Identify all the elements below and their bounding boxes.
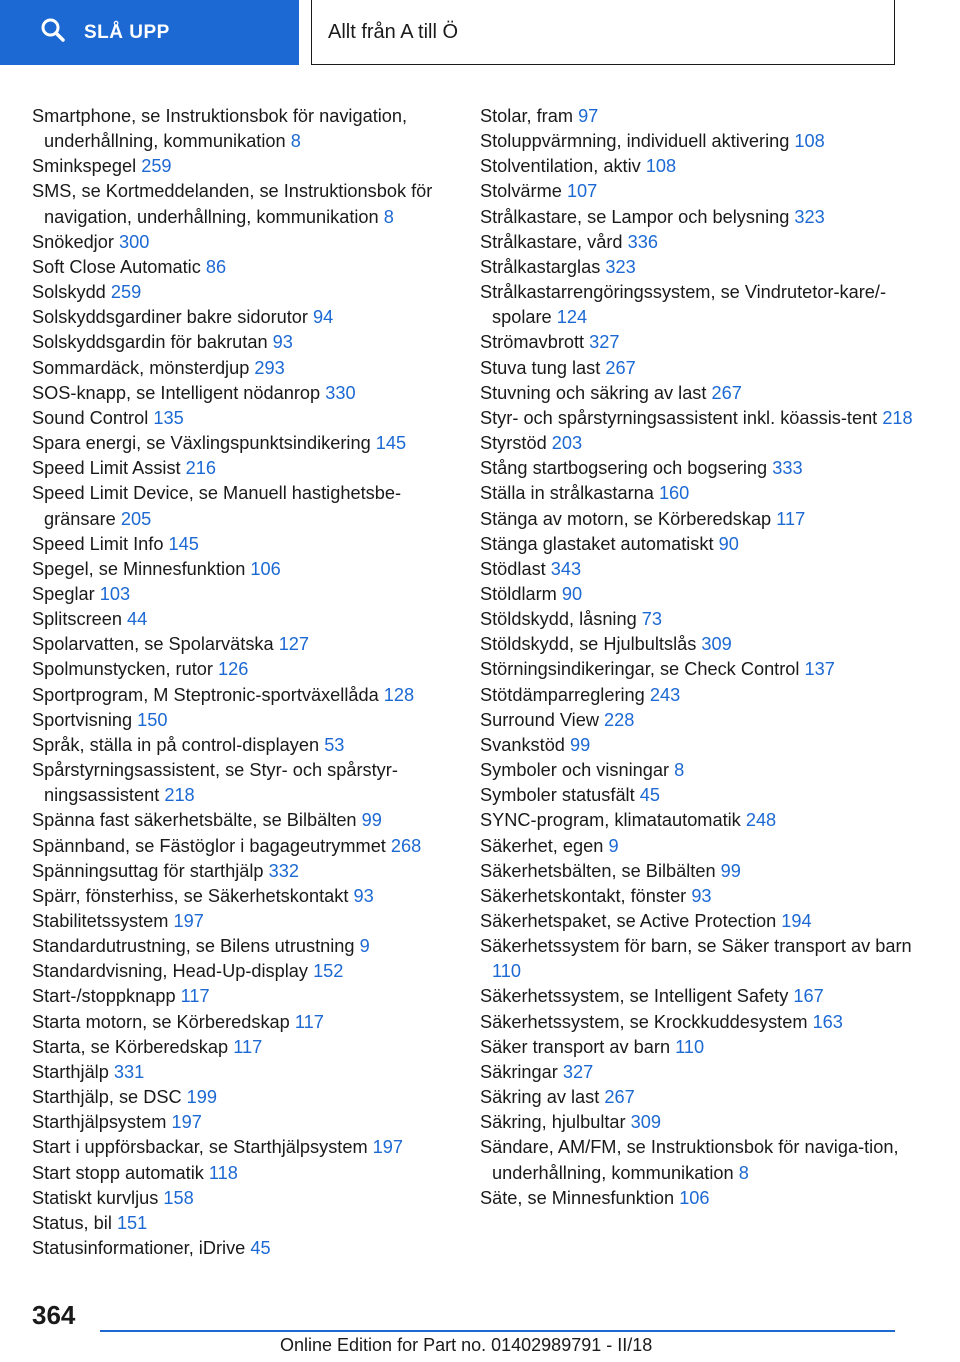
page-link[interactable]: 152: [313, 961, 344, 982]
page-link[interactable]: 93: [353, 885, 374, 906]
page-link[interactable]: 150: [137, 709, 168, 730]
index-entry: [480, 758, 920, 783]
page-link[interactable]: 330: [325, 382, 356, 403]
index-entry-text: Starthjälp: [32, 1061, 109, 1082]
index-entry: [480, 657, 920, 682]
page-link[interactable]: 108: [794, 131, 825, 152]
index-entry-text: Spolarvatten, se Spolarvätska: [32, 634, 274, 655]
index-entry: [32, 909, 457, 934]
page-link[interactable]: 268: [390, 835, 422, 856]
page-link[interactable]: 267: [604, 1087, 635, 1108]
page-link[interactable]: 45: [250, 1238, 271, 1259]
index-entry-text: Stuvning och säkring av last: [480, 382, 707, 403]
page-link[interactable]: 331: [113, 1061, 145, 1082]
index-entry-text: Spegel, se Minnesfunktion: [32, 558, 246, 579]
index-entry-text: Säkerhetssystem, se Intelligent Safety: [480, 986, 789, 1007]
index-entry-text: Stänga av motorn, se Körberedskap: [480, 508, 772, 529]
page-link[interactable]: 107: [566, 181, 598, 202]
page-link[interactable]: 117: [180, 986, 210, 1007]
page-link[interactable]: 45: [639, 785, 660, 806]
index-entry: [480, 431, 920, 456]
index-entry: [32, 381, 457, 406]
index-entry-text: Strömavbrott: [480, 332, 585, 353]
page-link[interactable]: 167: [793, 986, 824, 1007]
page-link[interactable]: 8: [738, 1162, 749, 1183]
index-entry: [480, 481, 920, 506]
breadcrumb[interactable]: [311, 0, 895, 65]
index-entry: [480, 179, 920, 204]
index-entry: [480, 984, 920, 1009]
index-entry-text: Stolar, fram: [480, 106, 573, 126]
index-entry-text: Starthjälpsystem: [32, 1112, 167, 1133]
index-entry: [32, 356, 457, 381]
index-entry-text: Stänga glastaket automatiskt: [480, 533, 714, 554]
page-link[interactable]: 267: [711, 382, 742, 403]
index-entry: [32, 1211, 457, 1236]
search-button-label: SLÅ UPP: [84, 21, 170, 43]
index-entry-text: Soft Close Automatic: [32, 256, 201, 277]
index-entry-text: Speed Limit Info: [32, 533, 164, 554]
page-link[interactable]: 110: [675, 1036, 705, 1057]
index-entry: [32, 456, 457, 481]
page-link[interactable]: 127: [278, 634, 310, 655]
page-link[interactable]: 145: [168, 533, 199, 554]
index-entry: [480, 1060, 920, 1085]
index-entry: [480, 532, 920, 557]
index-entry-text: Solskyddsgardiner bakre sidorutor: [32, 307, 308, 328]
index-entry-text: SMS, se Kortmeddelanden, se Instruktionsbok för navigation, underhållning, kommunikation: [32, 181, 433, 227]
index-entry: [32, 1135, 457, 1160]
page-link[interactable]: 228: [604, 709, 635, 730]
index-entry: [32, 179, 457, 229]
index-entry-text: Stabilitetssystem: [32, 911, 169, 931]
page-link[interactable]: 117: [233, 1036, 263, 1057]
index-entry-text: Status, bil: [32, 1212, 112, 1233]
index-entry-text: Sommardäck, mönsterdjup: [32, 357, 250, 378]
index-entry-text: Styrstöd: [480, 433, 547, 454]
index-entry-text: Stödlast: [480, 558, 546, 579]
index-entry-text: Solskyddsgardin för bakrutan: [32, 332, 268, 353]
index-entry-text: Sändare, AM/FM, se Instruktionsbok för naviga-tion, underhållning, kommunikation: [480, 1137, 899, 1183]
index-entry: [480, 607, 920, 632]
index-entry-text: Starta, se Körberedskap: [32, 1036, 229, 1057]
page-link[interactable]: 163: [812, 1011, 843, 1032]
index-entry: [480, 783, 920, 808]
search-button[interactable]: [0, 0, 299, 65]
index-entry: [32, 934, 457, 959]
index-entry: [480, 381, 920, 406]
page-link[interactable]: 90: [718, 533, 739, 554]
page-link[interactable]: 99: [361, 810, 382, 831]
index-entry-text: Strålkastarrengöringssystem, se Vindrutetor-kare/-spolare: [480, 282, 887, 328]
index-entry-text: Start i uppförsbackar, se Starthjälpsystem: [32, 1137, 368, 1158]
search-icon: [40, 17, 66, 48]
index-entry: [32, 1186, 457, 1211]
index-entry: [480, 230, 920, 255]
index-entry: [480, 582, 920, 607]
page-link[interactable]: 197: [372, 1137, 404, 1158]
page-link[interactable]: 9: [608, 835, 619, 856]
index-entry-text: Spolmunstycken, rutor: [32, 659, 213, 680]
index-entry: [32, 557, 457, 582]
index-entry: [480, 934, 920, 984]
index-entry-text: Speed Limit Device, se Manuell hastighetsbe-gränsare: [32, 483, 401, 529]
page-link[interactable]: 309: [630, 1112, 662, 1133]
page-link[interactable]: 243: [649, 684, 681, 705]
index-entry-text: Surround View: [480, 709, 599, 730]
index-entry: [32, 859, 457, 884]
index-entry-text: Sportvisning: [32, 709, 133, 730]
page-link[interactable]: 203: [551, 433, 583, 454]
page-link[interactable]: 293: [254, 357, 285, 378]
index-entry-text: Stolvärme: [480, 181, 562, 202]
index-entry: [32, 431, 457, 456]
page-link[interactable]: 135: [153, 407, 184, 428]
page-link[interactable]: 86: [205, 256, 227, 277]
index-entry: [480, 708, 920, 733]
index-entry: [32, 582, 457, 607]
index-entry: [32, 104, 457, 154]
index-entry-text: Språk, ställa in på control-displayen: [32, 734, 320, 755]
page-link[interactable]: 197: [171, 1112, 202, 1133]
index-entry-text: Strålkastare, vård: [480, 231, 623, 252]
index-entry: [32, 632, 457, 657]
page-link[interactable]: 99: [570, 734, 591, 755]
page-link[interactable]: 259: [110, 282, 142, 303]
index-entry-text: Starta motorn, se Körberedskap: [32, 1011, 290, 1032]
index-entry: [480, 808, 920, 833]
index-entry: [480, 205, 920, 230]
index-entry: [32, 280, 457, 305]
index-entry: [480, 683, 920, 708]
page-link[interactable]: 158: [163, 1187, 194, 1208]
index-entry-text: Splitscreen: [32, 609, 122, 630]
index-entry: [480, 733, 920, 758]
index-entry: [32, 607, 457, 632]
index-entry-text: Stöldskydd, låsning: [480, 609, 637, 630]
index-entry-text: Stöldlarm: [480, 583, 557, 604]
index-entry: [480, 1035, 920, 1060]
index-entry-text: SOS-knapp, se Intelligent nödanrop: [32, 382, 321, 403]
page-link[interactable]: 199: [186, 1087, 218, 1108]
index-entry-text: Säkerhetskontakt, fönster: [480, 885, 687, 906]
index-entry: [480, 255, 920, 280]
index-entry-text: Störningsindikeringar, se Check Control: [480, 659, 800, 680]
page-link[interactable]: 97: [578, 106, 599, 126]
index-entry-text: Spänningsuttag för starthjälp: [32, 860, 264, 881]
index-entry: [480, 456, 920, 481]
index-entry: [480, 1010, 920, 1035]
index-entry: [32, 984, 457, 1009]
index-entry: [32, 808, 457, 833]
index-entry: [32, 683, 457, 708]
page-link[interactable]: 323: [605, 256, 636, 277]
index-entry: [480, 406, 920, 431]
page-link[interactable]: 117: [294, 1011, 324, 1032]
page-link[interactable]: 93: [691, 885, 712, 906]
page-link[interactable]: 124: [556, 307, 588, 328]
index-entry-text: Säkringar: [480, 1061, 558, 1082]
index-entry: [32, 255, 457, 280]
page-link[interactable]: 118: [208, 1162, 238, 1183]
page-link[interactable]: 8: [290, 131, 301, 152]
index-entry: [32, 1161, 457, 1186]
index-entry: [480, 1085, 920, 1110]
index-entry-text: Säkerhet, egen: [480, 835, 604, 856]
index-entry-text: Statiskt kurvljus: [32, 1187, 159, 1208]
index-entry-text: Spänna fast säkerhetsbälte, se Bilbälten: [32, 810, 357, 831]
index-entry-text: Starthjälp, se DSC: [32, 1087, 182, 1108]
index-entry-text: Stolventilation, aktiv: [480, 156, 641, 177]
index-entry-text: Säker transport av barn: [480, 1036, 671, 1057]
page-link[interactable]: 194: [781, 911, 812, 931]
page-link[interactable]: 333: [772, 458, 803, 479]
page-link[interactable]: 323: [794, 206, 825, 227]
index-entry: [480, 557, 920, 582]
index-entry: [32, 330, 457, 355]
index-entry-text: Säkerhetspaket, se Active Protection: [480, 911, 777, 931]
index-entry-text: SYNC-program, klimatautomatik: [480, 810, 741, 831]
page-link[interactable]: 145: [375, 433, 407, 454]
index-entry: [32, 1236, 457, 1261]
index-entry-text: Säkring, hjulbultar: [480, 1112, 626, 1133]
page-link[interactable]: 343: [550, 558, 582, 579]
index-entry-text: Start stopp automatik: [32, 1162, 204, 1183]
index-entry-text: Spärr, fönsterhiss, se Säkerhetskontakt: [32, 885, 349, 906]
index-entry-text: Säte, se Minnesfunktion: [480, 1187, 675, 1208]
page-link[interactable]: 160: [658, 483, 690, 504]
index-entry: [32, 1035, 457, 1060]
index-entry-text: Säkerhetssystem för barn, se Säker transport av barn: [480, 936, 912, 957]
index-entry-text: Styr- och spårstyrningsassistent inkl. köassis-tent: [480, 407, 878, 428]
index-entry-text: Strålkastarglas: [480, 256, 601, 277]
index-entry: [32, 657, 457, 682]
index-entry: [480, 884, 920, 909]
index-column-left: [32, 104, 457, 1261]
index-entry: [32, 1060, 457, 1085]
page-link[interactable]: 94: [313, 307, 334, 328]
index-entry: [480, 859, 920, 884]
page-link[interactable]: 216: [185, 458, 217, 479]
page-link[interactable]: 259: [141, 156, 172, 177]
index-entry: [32, 406, 457, 431]
index-entry-text: Standardvisning, Head-Up-display: [32, 961, 308, 982]
index-entry-text: Sportprogram, M Steptronic-sportväxellåda: [32, 684, 379, 705]
page-link[interactable]: 205: [120, 508, 152, 529]
index-entry-text: Symboler statusfält: [480, 785, 635, 806]
page-link[interactable]: 197: [173, 911, 204, 931]
index-entry: [480, 1110, 920, 1135]
index-entry-text: Svankstöd: [480, 734, 565, 755]
index-entry-text: Statusinformationer, iDrive: [32, 1238, 246, 1259]
index-entry: [32, 532, 457, 557]
page-link[interactable]: 327: [589, 332, 620, 353]
page-link[interactable]: 73: [641, 609, 663, 630]
index-entry-text: Stötdämparreglering: [480, 684, 645, 705]
index-entry-text: Säkerhetsbälten, se Bilbälten: [480, 860, 716, 881]
index-entry: [480, 1186, 920, 1211]
page-link[interactable]: 137: [804, 659, 835, 680]
page-link[interactable]: 336: [627, 231, 658, 252]
index-entry-text: Sminkspegel: [32, 156, 137, 177]
page-link[interactable]: 44: [127, 609, 148, 630]
page-link[interactable]: 8: [674, 760, 685, 781]
index-entry: [480, 280, 920, 330]
index-entry: [480, 154, 920, 179]
page-link[interactable]: 108: [645, 156, 677, 177]
index-entry-text: Spara energi, se Växlingspunktsindikering: [32, 433, 371, 454]
index-entry: [480, 356, 920, 381]
index-entry: [32, 884, 457, 909]
index-entry: [480, 909, 920, 934]
page-link[interactable]: 248: [745, 810, 777, 831]
index-column-right: [480, 104, 920, 1211]
index-entry: [32, 1110, 457, 1135]
page-link[interactable]: 327: [562, 1061, 594, 1082]
index-entry-text: Start-/stoppknapp: [32, 986, 176, 1007]
index-entry: [480, 834, 920, 859]
index-entry-text: Stång startbogsering och bogsering: [480, 458, 768, 479]
page-link[interactable]: 267: [605, 357, 636, 378]
index-entry: [32, 733, 457, 758]
index-entry: [480, 507, 920, 532]
breadcrumb-label: Allt från A till Ö: [328, 20, 459, 43]
index-entry-text: Smartphone, se Instruktionsbok för navigation, underhållning, kommunikation: [32, 106, 408, 152]
index-entry: [32, 154, 457, 179]
page-link[interactable]: 218: [882, 407, 913, 428]
index-entry: [480, 129, 920, 154]
index-entry-text: Stöldskydd, se Hjulbultslås: [480, 634, 697, 655]
index-entry: [480, 1135, 920, 1185]
index-entry: [480, 632, 920, 657]
page-link[interactable]: 110: [492, 961, 521, 982]
index-entry-text: Speed Limit Assist: [32, 458, 181, 479]
index-entry-text: Säkerhetssystem, se Krockkuddesystem: [480, 1011, 808, 1032]
page-link[interactable]: 151: [116, 1212, 148, 1233]
index-entry: [480, 330, 920, 355]
index-entry-text: Stoluppvärmning, individuell aktivering: [480, 131, 790, 152]
index-entry-text: Strålkastare, se Lampor och belysning: [480, 206, 790, 227]
page-link[interactable]: 106: [250, 558, 281, 579]
index-entry: [32, 1085, 457, 1110]
index-entry: [32, 959, 457, 984]
index-entry: [32, 834, 457, 859]
index-entry-text: Standardutrustning, se Bilens utrustning: [32, 936, 355, 957]
index-entry: [32, 305, 457, 330]
footer-divider: [100, 1330, 895, 1332]
page-link[interactable]: 9: [359, 936, 370, 957]
page-link[interactable]: 128: [383, 684, 415, 705]
page-link[interactable]: 106: [679, 1187, 710, 1208]
index-entry-text: Symboler och visningar: [480, 760, 670, 781]
edition-footer: Online Edition for Part no. 01402989791 - II/18: [280, 1335, 653, 1355]
page-link[interactable]: 309: [701, 634, 732, 655]
index-entry-text: Spännband, se Fästöglor i bagageutrymmet: [32, 835, 386, 856]
index-entry-text: Solskydd: [32, 282, 106, 303]
index-entry-text: Speglar: [32, 583, 95, 604]
index-entry: [32, 708, 457, 733]
page-link[interactable]: 93: [272, 332, 293, 353]
index-entry-text: Spårstyrningsassistent, se Styr- och spårstyr-ningsassistent: [32, 760, 398, 806]
page-link[interactable]: 126: [218, 659, 249, 680]
page-link[interactable]: 117: [776, 508, 806, 529]
index-entry-text: Stuva tung last: [480, 357, 601, 378]
index-entry: [480, 104, 920, 129]
index-entry-text: Säkring av last: [480, 1087, 600, 1108]
page-link[interactable]: 300: [118, 231, 150, 252]
index-entry-text: Ställa in strålkastarna: [480, 483, 654, 504]
page-link[interactable]: 8: [383, 206, 394, 227]
page-number: 364: [32, 1300, 76, 1330]
page-link[interactable]: 99: [720, 860, 741, 881]
index-entry-text: Snökedjor: [32, 231, 114, 252]
index-entry-text: Sound Control: [32, 407, 149, 428]
page-link[interactable]: 90: [561, 583, 583, 604]
index-entry: [32, 481, 457, 531]
page-link[interactable]: 103: [99, 583, 131, 604]
page-link[interactable]: 53: [324, 734, 345, 755]
index-entry: [32, 1010, 457, 1035]
index-entry: [32, 230, 457, 255]
index-entry: [32, 758, 457, 808]
page-link[interactable]: 218: [164, 785, 195, 806]
page-link[interactable]: 332: [268, 860, 299, 881]
